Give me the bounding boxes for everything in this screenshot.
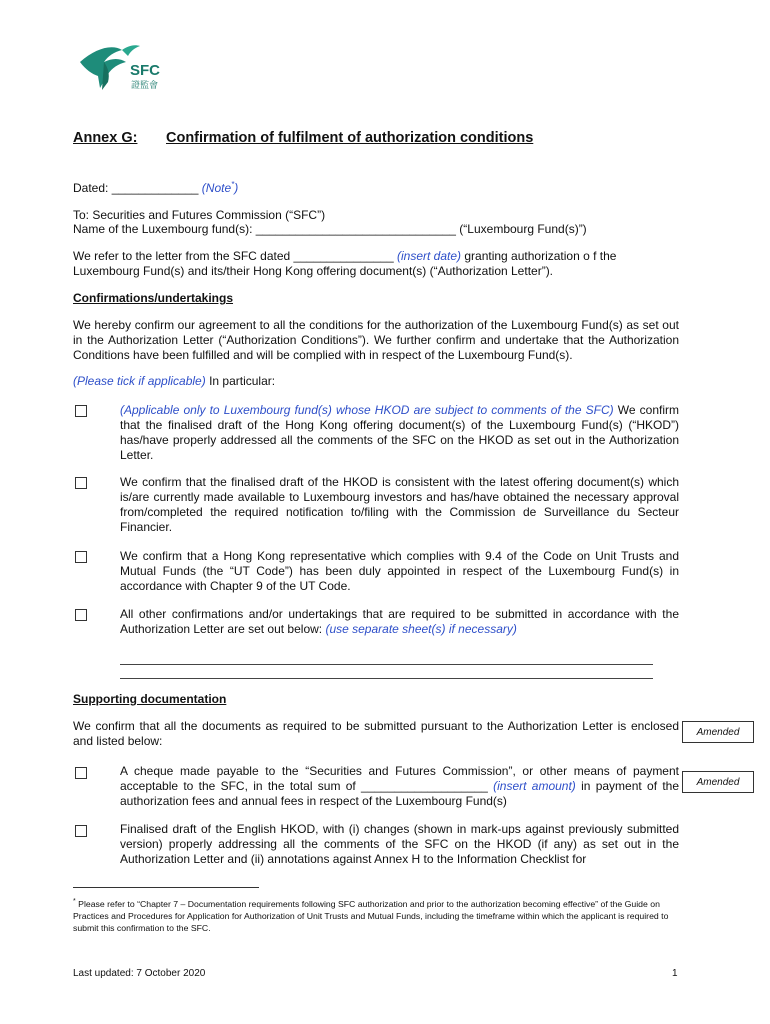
list-item: A cheque made payable to the “Securities and Futures Commission”, or other means of payment acceptable to the SFC, in the total sum of ___________________ (insert amount) in payment of the authorization fees and annual fees in respect of the Luxembourg Fund(s) (120, 764, 680, 808)
last-updated: Last updated: 7 October 2020 (73, 968, 206, 979)
page-number: 1 (672, 968, 678, 979)
list-item: We confirm that a Hong Kong representative which complies with 9.4 of the Code on Unit Trusts and Mutual Funds (the “UT Code”) has been duly appointed in respect of the Luxembourg Fund(s) in accordance with Chapter 9 of the UT Code. (120, 549, 679, 593)
annex-title: Confirmation of fulfilment of authorization conditions (166, 130, 534, 146)
checkbox-english-hkod[interactable] (75, 825, 87, 837)
checkbox-cheque[interactable] (75, 767, 87, 779)
footnote: * Please refer to “Chapter 7 – Documentation requirements following SFC authorization and prior to the authorization becoming effective” of the Guide on Practices and Procedures for Application for Authorization of Unit Trusts and Mutual Funds, including the timeframe within which the applicant is required to submit this confirmation to the SFC. (73, 898, 669, 933)
logo-text: SFC (130, 62, 160, 79)
checkbox-hkod-consistent[interactable] (75, 477, 87, 489)
dated-label: Dated: _____________ (73, 181, 199, 195)
list-item: Finalised draft of the English HKOD, with (i) changes (shown in mark-ups against previously submitted version) properly addressing all the comments of the SFC on the HKOD (if any) as set out in the Authorization Letter and (ii) annotations against Annex H to the Information Checklist for (120, 822, 679, 866)
confirm-paragraph: We hereby confirm our agreement to all the conditions for the authorization of the Luxembourg Fund(s) as set out in the Authorization Letter (“Authorization Conditions”). We further confirm and undertake that the Authorization Conditions have been fulfilled and will be complied with in respect of the Luxembourg Fund(s). (73, 318, 679, 362)
checkbox-hk-representative[interactable] (75, 551, 87, 563)
list-item: All other confirmations and/or undertakings that are required to be submitted in accordance with the Authorization Letter are set out below: (use separate sheet(s) if necessary) (120, 607, 679, 636)
amended-tag: Amended (682, 721, 754, 743)
amended-tag: Amended (682, 771, 754, 793)
confirmations-heading: Confirmations/undertakings (73, 291, 234, 305)
dated-line (73, 177, 238, 196)
to-line: To: Securities and Futures Commission (“SFC”) (73, 208, 326, 222)
list-item: We confirm that the finalised draft of the HKOD is consistent with the latest offering document(s) which is/are currently made available to Luxembourg investors and has/have obtained the necessary approval from/completed the required notification to/filing with the Commission de Surveillance du Secteur Financier. (120, 475, 679, 534)
page-heading (73, 130, 534, 146)
fund-name-line: Name of the Luxembourg fund(s): ______________________________ (“Luxembourg Fund(s)”) (73, 222, 587, 236)
supporting-paragraph: We confirm that all the documents as required to be submitted pursuant to the Authorization Letter is enclosed and listed below: (73, 719, 679, 748)
footnote-divider (73, 887, 259, 888)
checkbox-hkod-comments[interactable] (75, 405, 87, 417)
supporting-heading: Supporting documentation (73, 692, 227, 706)
blank-line[interactable] (120, 678, 653, 679)
logo-chinese: 證監會 (131, 80, 159, 90)
blank-line[interactable] (120, 664, 653, 665)
dated-note: (Note*) (201, 180, 239, 195)
sfc-logo (78, 40, 168, 95)
refer-paragraph: We refer to the letter from the SFC dated _______________ (insert date) granting authorization o f the Luxembourg Fund(s) and its/their Hong Kong offering document(s) (“Authorization Letter”). (73, 249, 617, 278)
tick-instruction: (Please tick if applicable) In particular: (73, 374, 276, 388)
annex-label: Annex G: (73, 130, 138, 146)
checkbox-other-confirmations[interactable] (75, 609, 87, 621)
list-item: (Applicable only to Luxembourg fund(s) whose HKOD are subject to comments of the SFC) We confirm that the finalised draft of the Hong Kong offering document(s) of the Luxembourg Fund(s) (“HKOD”) has/have properly addressed all the comments of the SFC on the HKOD as set out in the Authorization Letter. (120, 403, 679, 462)
